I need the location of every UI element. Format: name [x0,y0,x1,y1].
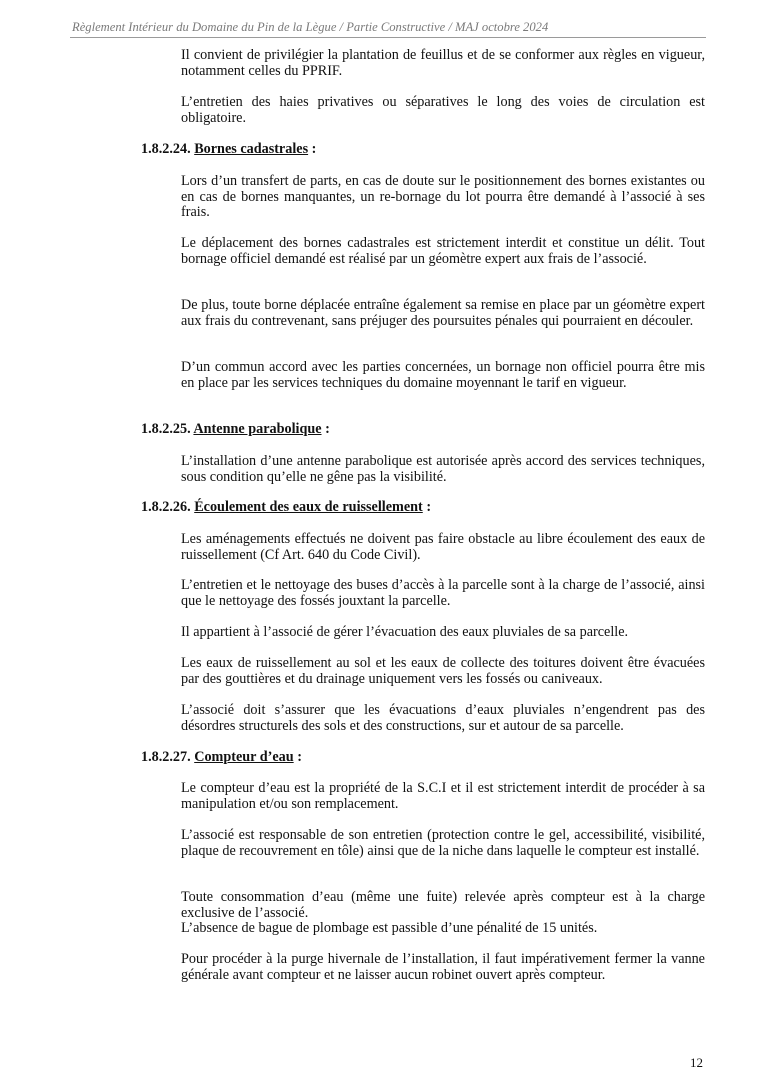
section-title-suffix: : [321,421,330,437]
section-heading-bornes [141,142,316,158]
antenne-paragraph-1: L’installation d’une antenne parabolique est autorisée après accord des services techniques, sous condition qu’elle ne gêne pas la visibilité. [181,453,705,485]
ecoulement-paragraph-3: Il appartient à l’associé de gérer l’évacuation des eaux pluviales de sa parcelle. [181,624,629,640]
bornes-paragraph-3: De plus, toute borne déplacée entraîne également sa remise en place par un géomètre expert aux frais du contrevenant, sans préjuger des poursuites pénales qui pourraient en découler. [181,297,705,329]
section-heading-ecoulement [141,500,431,516]
section-title: Bornes cadastrales [194,141,309,157]
ecoulement-paragraph-2: L’entretien et le nettoyage des buses d’accès à la parcelle sont à la charge de l’associé, ainsi que le nettoyage des fossés jouxtant la parcelle. [181,577,705,609]
bornes-paragraph-2: Le déplacement des bornes cadastrales est strictement interdit et constitue un délit. Tout bornage officiel demandé est réalisé par un géomètre expert aux frais de l’associé. [181,235,705,267]
ecoulement-paragraph-5: L’associé doit s’assurer que les évacuations d’eaux pluviales n’engendrent pas des désordres structurels des sols et des constructions, sur et autour de sa parcelle. [181,702,705,734]
compteur-paragraph-3: Toute consommation d’eau (même une fuite) relevée après compteur est à la charge exclusive de l’associé. [181,889,705,921]
section-number: 1.8.2.27. [141,749,191,765]
ecoulement-paragraph-1: Les aménagements effectués ne doivent pas faire obstacle au libre écoulement des eaux de ruissellement (Cf Art. 640 du Code Civil). [181,531,705,563]
intro-paragraph-1: Il convient de privilégier la plantation de feuillus et de se conformer aux règles en vigueur, notamment celles du PPRIF. [181,47,705,79]
compteur-paragraph-1: Le compteur d’eau est la propriété de la S.C.I et il est strictement interdit de procéder à sa manipulation et/ou son remplacement. [181,780,705,812]
section-heading-compteur [141,750,302,766]
section-number: 1.8.2.24. [141,141,191,157]
bornes-paragraph-4: D’un commun accord avec les parties concernées, un bornage non officiel pourra être mis en place par les services techniques du domaine moyennant le tarif en vigueur. [181,359,705,391]
bornes-paragraph-1: Lors d’un transfert de parts, en cas de doute sur le positionnement des bornes existantes ou en cas de bornes manquantes, un re-bornage du lot pourra être demandé à l’associé à ses frais. [181,173,705,221]
page-number: 12 [690,1055,703,1070]
intro-paragraph-2: L’entretien des haies privatives ou séparatives le long des voies de circulation est obligatoire. [181,94,705,126]
section-title: Écoulement des eaux de ruissellement [194,499,423,515]
section-title-suffix: : [422,499,432,515]
section-title: Compteur d’eau [194,749,294,765]
section-number: 1.8.2.25. [141,421,191,437]
compteur-paragraph-4: L’absence de bague de plombage est passible d’une pénalité de 15 unités. [181,920,598,936]
section-title: Antenne parabolique [193,421,322,437]
ecoulement-paragraph-4: Les eaux de ruissellement au sol et les eaux de collecte des toitures doivent être évacuées par des gouttières et du drainage uniquement vers les fossés ou caniveaux. [181,655,705,687]
running-header: Règlement Intérieur du Domaine du Pin de la Lègue / Partie Constructive / MAJ octobre 2024 [72,20,549,34]
section-number: 1.8.2.26. [141,499,191,515]
section-heading-antenne [141,422,330,438]
section-title-suffix: : [293,749,302,765]
header-rule [70,37,706,38]
compteur-paragraph-5: Pour procéder à la purge hivernale de l’installation, il faut impérativement fermer la vanne générale avant compteur et ne laisser aucun robinet ouvert après compteur. [181,951,705,983]
compteur-paragraph-2: L’associé est responsable de son entretien (protection contre le gel, accessibilité, visibilité, plaque de recouvrement en tôle) ainsi que de la niche dans laquelle le compteur est installé. [181,827,705,859]
section-title-suffix: : [308,141,317,157]
